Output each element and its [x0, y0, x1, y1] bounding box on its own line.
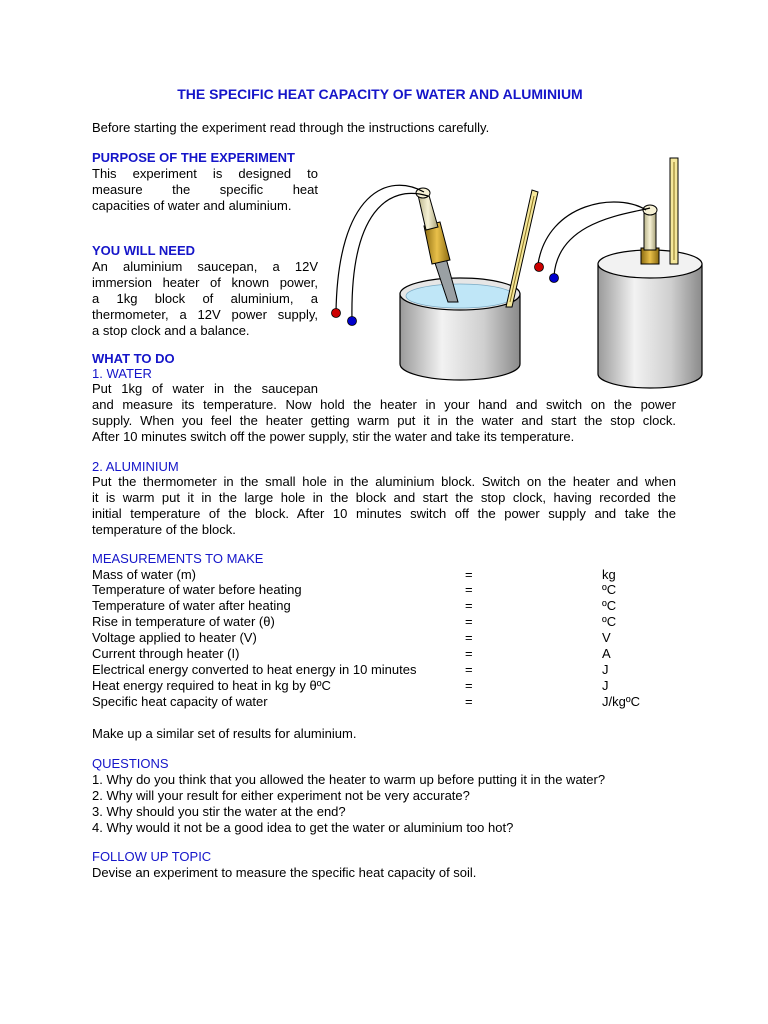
purpose-line: measure the specific heat — [92, 182, 318, 197]
measurement-label: Temperature of water after heating — [92, 598, 291, 613]
need-line: a stop clock and a balance. — [92, 323, 250, 338]
measurement-unit: kg — [602, 567, 616, 582]
measurement-row — [92, 662, 692, 678]
measurement-row — [92, 678, 692, 694]
measurement-unit: V — [602, 630, 611, 645]
what-to-do-heading: WHAT TO DO — [92, 351, 175, 366]
measurement-label: Mass of water (m) — [92, 567, 197, 582]
need-line: a 1kg block of aluminium, a — [92, 291, 318, 306]
purpose-text — [92, 166, 318, 214]
measurement-row — [92, 694, 692, 710]
need-text — [92, 259, 318, 339]
measurement-unit: J/kgºC — [602, 694, 640, 709]
measurement-label: Current through heater (I) — [92, 646, 240, 661]
aluminium-text — [92, 474, 676, 538]
question-item: 1. Why do you think that you allowed the heater to warm up before putting it in the water? — [92, 772, 606, 787]
water-line: Put 1kg of water in the saucepan — [92, 381, 318, 396]
measurement-equals: = — [465, 614, 473, 629]
measurement-equals: = — [465, 630, 473, 645]
measurement-label: Electrical energy converted to heat energy in 10 minutes — [92, 662, 417, 677]
apparatus-illustration — [328, 152, 708, 402]
purpose-line: capacities of water and aluminium. — [92, 198, 292, 213]
question-item: 2. Why will your result for either experiment not be very accurate? — [92, 788, 470, 803]
measurement-unit: ºC — [602, 614, 617, 629]
measurement-label: Specific heat capacity of water — [92, 694, 268, 709]
water-first-line — [92, 381, 318, 397]
purpose-heading: PURPOSE OF THE EXPERIMENT — [92, 150, 295, 165]
water-line: After 10 minutes switch off the power supply, stir the water and take its temperature. — [92, 429, 575, 444]
measurement-unit: A — [602, 646, 611, 661]
water-line: and measure its temperature. Now hold the heater in your hand and switch on the power — [92, 397, 676, 412]
thermometer — [506, 190, 538, 307]
need-heading: YOU WILL NEED — [92, 243, 196, 258]
measurement-label: Rise in temperature of water (θ) — [92, 614, 275, 629]
measurement-row — [92, 567, 692, 583]
water-heading: 1. WATER — [92, 366, 152, 381]
measurement-label: Heat energy required to heat in kg by θºC — [92, 678, 331, 693]
measurement-row — [92, 630, 692, 646]
measurement-unit: ºC — [602, 582, 617, 597]
aluminium-line: it is warm put it in the large hole in the block and start the stop clock, having recorded the — [92, 490, 676, 505]
follow-up-text: Devise an experiment to measure the specific heat capacity of soil. — [92, 865, 477, 880]
aluminium-heading: 2. ALUMINIUM — [92, 459, 179, 474]
saucepan — [400, 278, 520, 380]
follow-up-heading: FOLLOW UP TOPIC — [92, 849, 212, 864]
block-thermometer — [670, 158, 678, 264]
measurement-label: Voltage applied to heater (V) — [92, 630, 257, 645]
measurement-equals: = — [465, 662, 473, 677]
measurement-row — [92, 614, 692, 630]
aluminium-line: temperature of the block. — [92, 522, 236, 537]
aluminium-line: Put the thermometer in the small hole in the aluminium block. Switch on the heater and when — [92, 474, 676, 489]
questions-list — [92, 772, 605, 836]
need-line: thermometer, a 12V power supply, — [92, 307, 318, 322]
purpose-line: This experiment is designed to — [92, 166, 318, 181]
measurement-equals: = — [465, 567, 473, 582]
similar-results-text: Make up a similar set of results for aluminium. — [92, 726, 357, 741]
measurement-equals: = — [465, 678, 473, 693]
measurement-equals: = — [465, 598, 473, 613]
water-line: supply. When you feel the heater getting warm put it in the water and start the stop clock. — [92, 413, 676, 428]
measurement-row — [92, 598, 692, 614]
measurement-label: Temperature of water before heating — [92, 582, 302, 597]
question-item: 3. Why should you stir the water at the end? — [92, 804, 346, 819]
measurement-equals: = — [465, 694, 473, 709]
questions-heading: QUESTIONS — [92, 756, 169, 771]
aluminium-block — [598, 250, 702, 388]
page-title: THE SPECIFIC HEAT CAPACITY OF WATER AND ALUMINIUM — [177, 86, 583, 102]
measurement-unit: ºC — [602, 598, 617, 613]
water-text — [92, 397, 676, 445]
need-line: An aluminium saucepan, a 12V — [92, 259, 318, 274]
measurements-heading: MEASUREMENTS TO MAKE — [92, 551, 264, 566]
question-item: 4. Why would it not be a good idea to get the water or aluminium too hot? — [92, 820, 514, 835]
measurement-unit: J — [602, 678, 609, 693]
need-line: immersion heater of known power, — [92, 275, 318, 290]
measurement-equals: = — [465, 646, 473, 661]
measurement-equals: = — [465, 582, 473, 597]
measurement-unit: J — [602, 662, 609, 677]
measurement-row — [92, 582, 692, 598]
measurement-row — [92, 646, 692, 662]
aluminium-line: initial temperature of the block. After 10 minutes switch off the power supply and take the — [92, 506, 676, 521]
intro-text: Before starting the experiment read through the instructions carefully. — [92, 120, 490, 135]
block-heater — [641, 205, 659, 264]
